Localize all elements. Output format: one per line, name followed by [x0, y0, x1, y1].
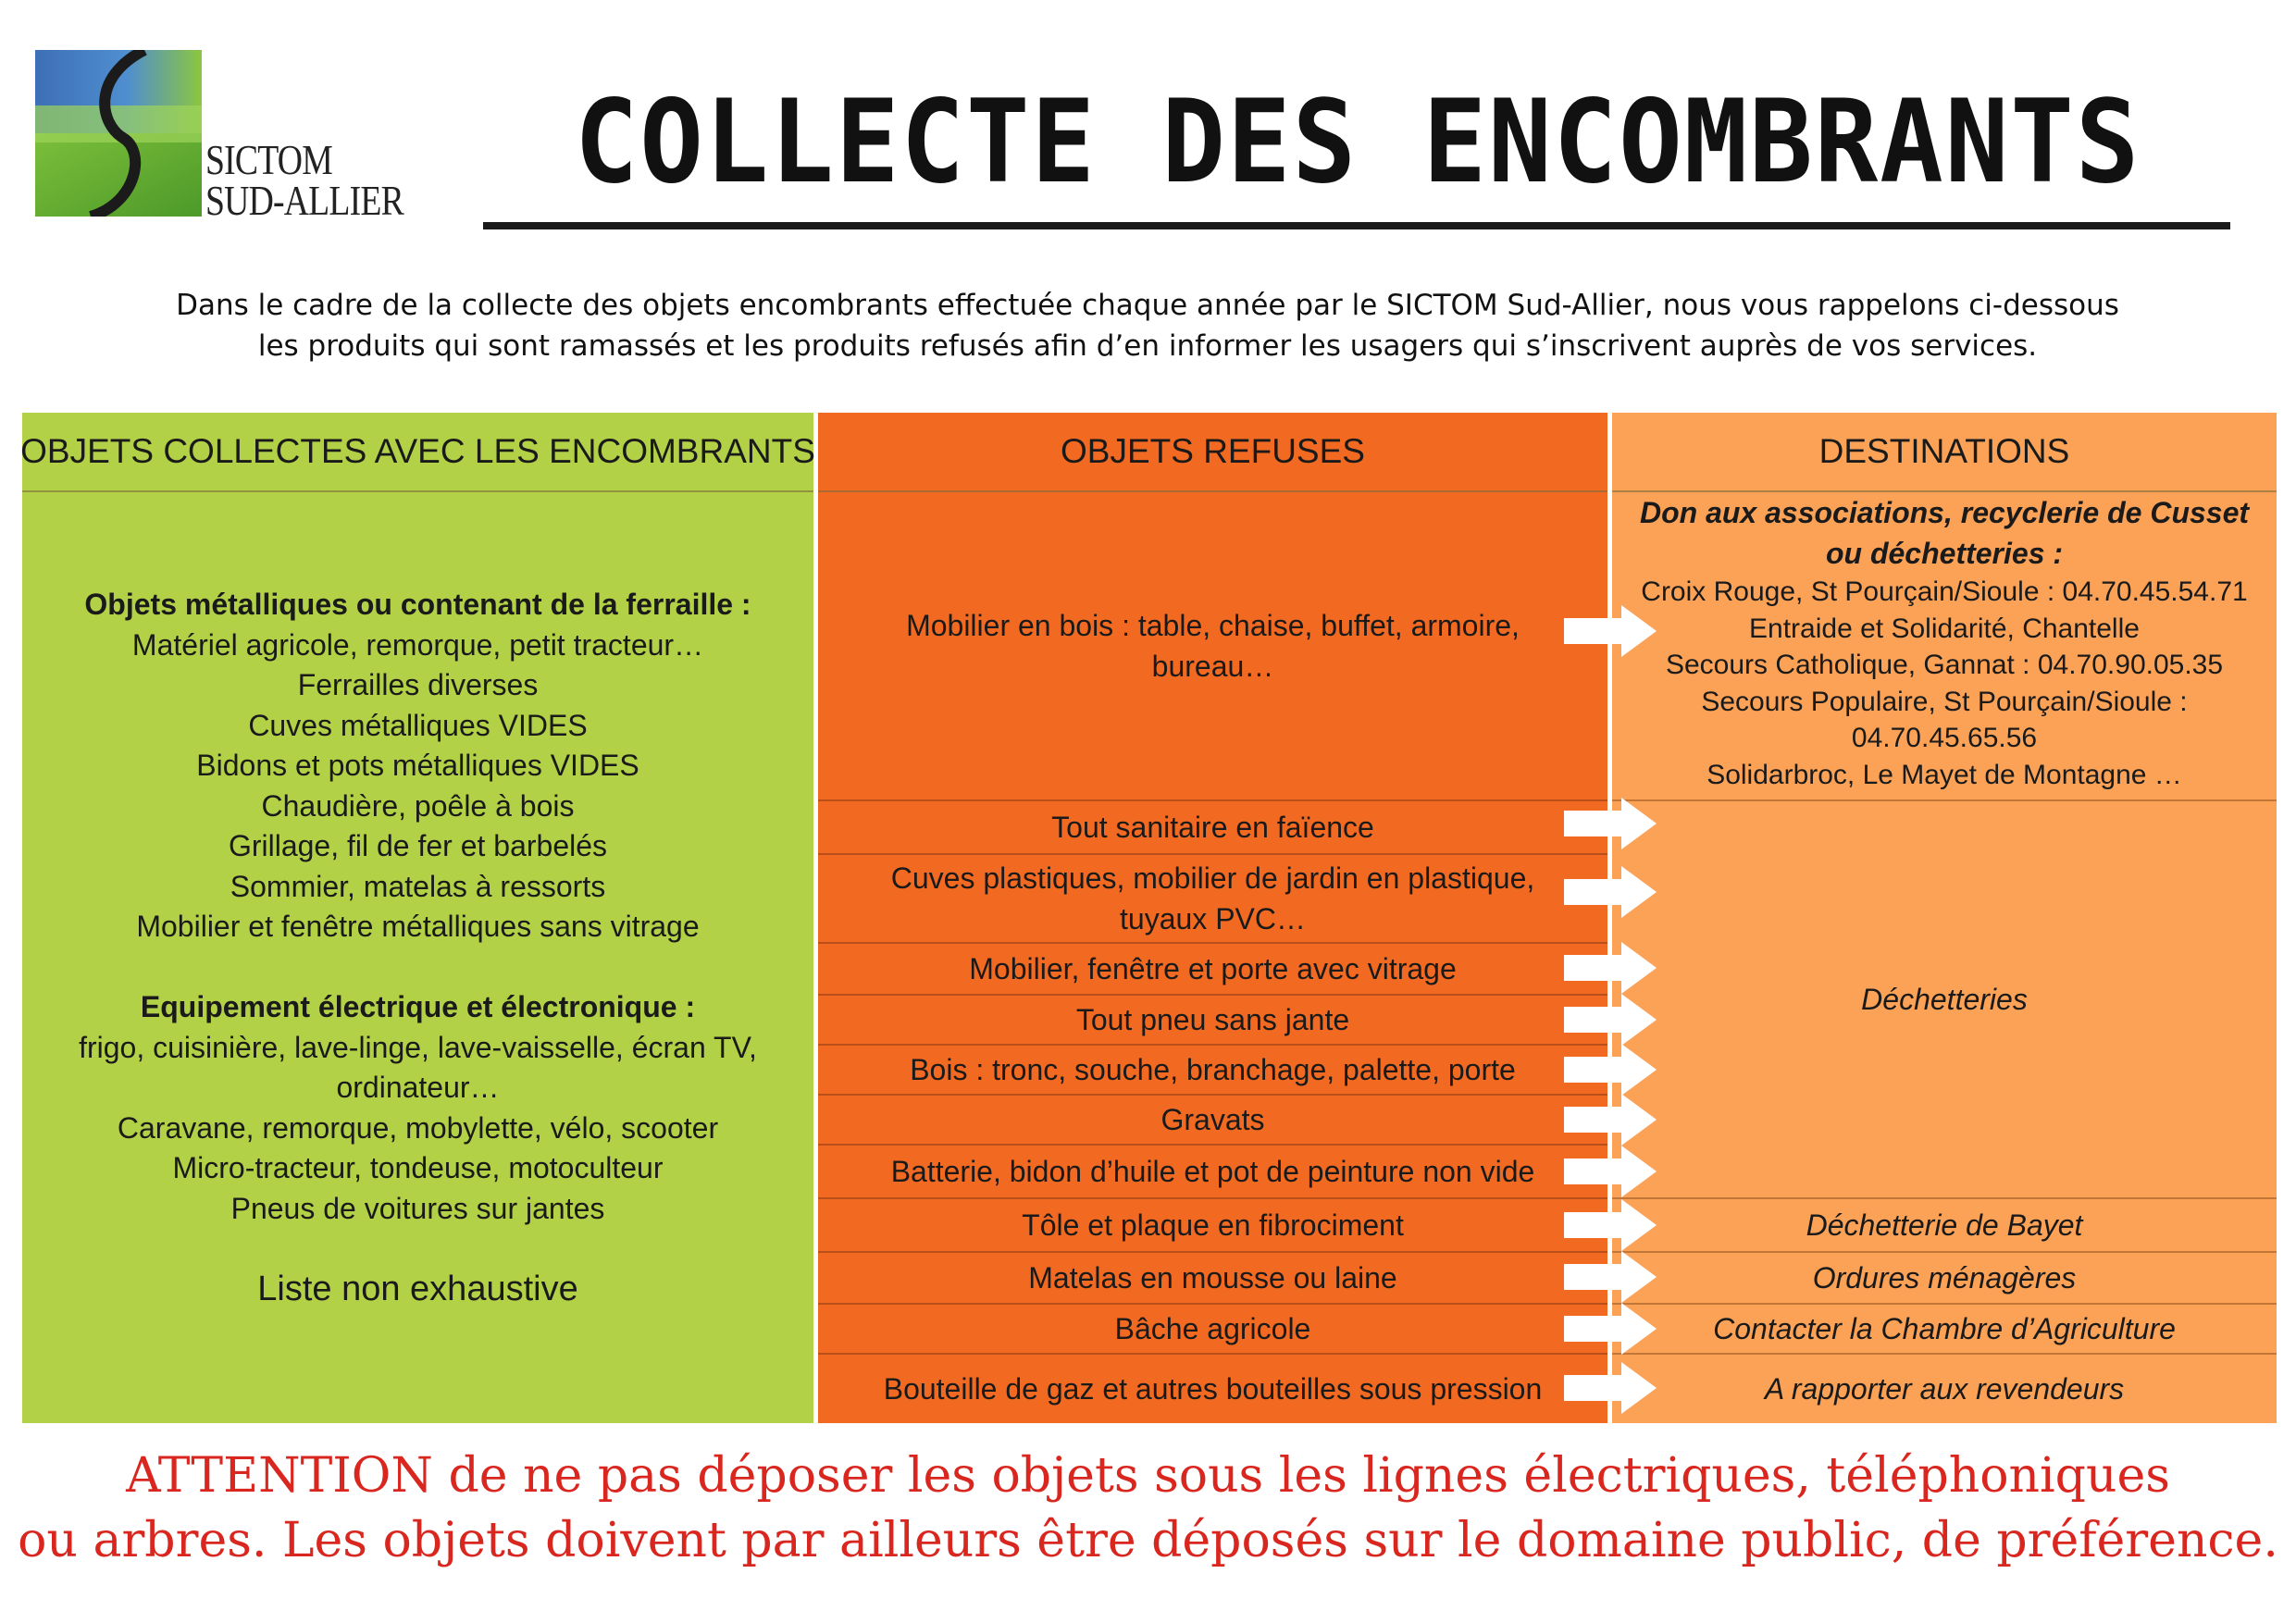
refused-text: tuyaux PVC…	[1120, 902, 1306, 935]
refused-text: Bois : tronc, souche, branchage, palette, porte	[910, 1053, 1516, 1086]
header-refused: OBJETS REFUSES	[1061, 432, 1365, 470]
refused-text: Tout pneu sans jante	[1075, 1003, 1350, 1036]
association-line: Croix Rouge, St Pourçain/Sioule : 04.70.45.54.71	[1641, 576, 2248, 607]
title-underline	[483, 222, 2230, 229]
arrow-right-icon	[1564, 1362, 1657, 1414]
refused-text: Bâche agricole	[1114, 1312, 1311, 1345]
list-item: Cuves métalliques VIDES	[248, 708, 588, 742]
association-line: Entraide et Solidarité, Chantelle	[1749, 613, 2140, 644]
refused-row	[818, 492, 1607, 799]
intro-line-1: Dans le cadre de la collecte des objets encombrants effectuée chaque année par le SICTOM Sud-Allier, nous vous rappelons ci-dessous	[176, 289, 2119, 322]
list-item: Matériel agricole, remorque, petit tracteur…	[131, 627, 704, 662]
attention-line-1: ATTENTION de ne pas déposer les objets sous les lignes électriques, téléphoniques	[126, 1448, 2170, 1504]
refused-text: Mobilier en bois : table, chaise, buffet, armoire,	[906, 609, 1520, 642]
list-item: Mobilier et fenêtre métalliques sans vitrage	[136, 910, 700, 943]
refused-row	[818, 1096, 1607, 1144]
list-item: Caravane, remorque, mobylette, vélo, scooter	[117, 1110, 719, 1145]
refused-text: Batterie, bidon d’huile et pot de peinture non vide	[890, 1155, 1535, 1188]
donation-title: ou déchetteries :	[1825, 537, 2064, 570]
attention-notice	[0, 1443, 2296, 1573]
association-line: Secours Populaire, St Pourçain/Sioule :	[1701, 686, 2188, 717]
refused-row	[818, 1253, 1607, 1303]
list-item: Grillage, fil de fer et barbelés	[228, 829, 608, 862]
electronic-title: Equipement électrique et électronique :	[140, 990, 696, 1023]
page-title: COLLECTE DES ENCOMBRANTS	[574, 76, 2141, 209]
arrow-right-icon	[1564, 994, 1657, 1046]
header-divider	[22, 490, 813, 492]
sictom-logo	[35, 48, 403, 224]
association-line: Secours Catholique, Gannat : 04.70.90.05.35	[1665, 650, 2224, 680]
metal-title: Objets métalliques ou contenant de la ferraille :	[84, 588, 751, 621]
arrow-right-icon	[1564, 605, 1657, 657]
destination-revendeurs: A rapporter aux revendeurs	[1764, 1371, 2125, 1406]
refused-row	[818, 801, 1607, 853]
destination-ordures: Ordures ménagères	[1812, 1260, 2077, 1295]
destination-chambre: Contacter la Chambre d’Agriculture	[1713, 1311, 2176, 1345]
refused-row	[818, 996, 1607, 1044]
refused-row	[818, 1355, 1607, 1423]
arrow-right-icon	[1564, 1199, 1657, 1251]
intro-line-2: les produits qui sont ramassés et les produits refusés afin d’en informer les usagers qui s’inscrivent auprès de vos services.	[257, 329, 2038, 363]
logo-line-1: SICTOM	[205, 136, 332, 183]
destination-dechetteries: Déchetteries	[1861, 982, 2028, 1016]
arrow-right-icon	[1564, 1146, 1657, 1197]
arrow-right-icon	[1564, 798, 1657, 849]
refused-row	[818, 855, 1607, 942]
list-item: Sommier, matelas à ressorts	[230, 869, 606, 903]
association-line: 04.70.45.65.56	[1851, 723, 2038, 753]
collected-list	[22, 585, 813, 1229]
intro-paragraph	[37, 285, 2258, 366]
refused-row	[818, 1305, 1607, 1353]
arrow-right-icon	[1564, 1303, 1657, 1355]
list-item: Chaudière, poêle à bois	[261, 788, 575, 823]
donation-title: Don aux associations, recyclerie de Cusset	[1639, 496, 2250, 529]
refused-text: Tout sanitaire en faïence	[1051, 811, 1374, 844]
header-destinations: DESTINATIONS	[1818, 432, 2070, 470]
donation-destinations	[1612, 492, 2277, 793]
refused-row	[818, 1199, 1607, 1251]
refused-text: Bouteille de gaz et autres bouteilles sous pression	[883, 1372, 1543, 1406]
arrow-right-icon	[1564, 942, 1657, 994]
header-collected: OBJETS COLLECTES AVEC LES ENCOMBRANTS	[20, 432, 815, 470]
non-exhaustive-note: Liste non exhaustive	[257, 1270, 578, 1308]
arrow-right-icon	[1564, 1094, 1657, 1146]
refused-text: Gravats	[1160, 1103, 1265, 1136]
refused-text: Tôle et plaque en fibrociment	[1022, 1208, 1404, 1242]
arrow-right-icon	[1564, 1251, 1657, 1303]
refused-text: Cuves plastiques, mobilier de jardin en plastique,	[890, 861, 1535, 895]
list-item: frigo, cuisinière, lave-linge, lave-vaisselle, écran TV,	[79, 1030, 757, 1064]
logo-line-2: SUD-ALLIER	[205, 177, 403, 224]
refused-row	[818, 1146, 1607, 1197]
destination-bayet: Déchetterie de Bayet	[1806, 1208, 2083, 1242]
list-item: Ferrailles diverses	[297, 668, 539, 701]
refused-row	[818, 1046, 1607, 1094]
refused-text: Mobilier, fenêtre et porte avec vitrage	[969, 952, 1457, 985]
refused-row	[818, 944, 1607, 994]
attention-line-2: ou arbres. Les objets doivent par ailleurs être déposés sur le domaine public, de préférence.	[18, 1513, 2278, 1568]
list-item: Pneus de voitures sur jantes	[230, 1191, 605, 1225]
list-item: Bidons et pots métalliques VIDES	[196, 749, 639, 782]
list-item: ordinateur…	[336, 1071, 500, 1104]
arrow-right-icon	[1564, 866, 1657, 918]
arrow-right-icon	[1564, 1044, 1657, 1096]
refused-text: Matelas en mousse ou laine	[1028, 1261, 1397, 1295]
association-line: Solidarbroc, Le Mayet de Montagne …	[1706, 759, 2182, 790]
refused-text: bureau…	[1151, 650, 1274, 683]
sictom-logo-icon	[35, 50, 202, 217]
list-item: Micro-tracteur, tondeuse, motoculteur	[172, 1151, 664, 1184]
